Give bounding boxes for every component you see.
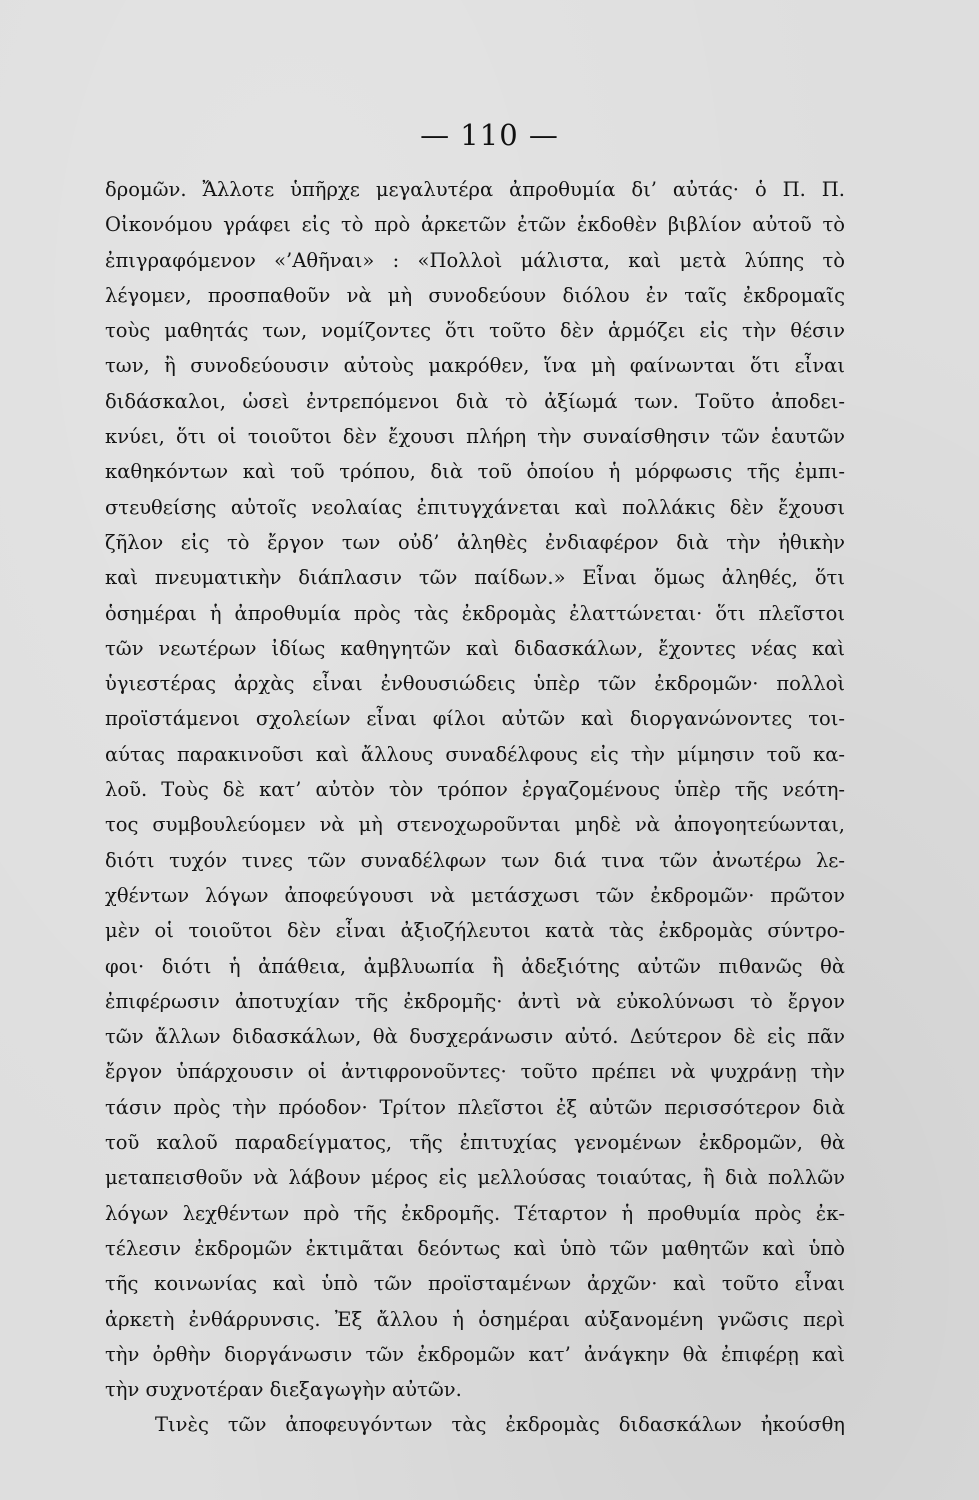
text-line: ἔργον ὑπάρχουσιν οἱ ἀντιφρονοῦντες· τοῦτο πρέπει νὰ ψυχράνῃ τὴν <box>105 1060 845 1084</box>
text-line: αύτας παρακινοῦσι καὶ ἄλλους συναδέλφους εἰς τὴν μίμησιν τοῦ κα- <box>105 742 845 766</box>
text-line: τέλεσιν ἐκδρομῶν ἐκτιμᾶται δεόντως καὶ ὑπὸ τῶν μαθητῶν καὶ ὑπὸ <box>105 1236 845 1260</box>
text-line: ἐπιγραφόμενον «’Αθῆναι» : «Πολλοὶ μάλιστα, καὶ μετὰ λύπης τὸ <box>105 248 845 272</box>
text-line: μὲν οἱ τοιοῦτοι δὲν εἶναι ἀξιοζήλευτοι κατὰ τὰς ἐκδρομὰς σύντρο- <box>105 919 845 943</box>
text-line: διότι τυχόν τινες τῶν συναδέλφων των διά τινα τῶν ἀνωτέρω λε- <box>105 848 845 872</box>
paragraph <box>105 172 845 1407</box>
text-line: δρομῶν. Ἄλλοτε ὑπῆρχε μεγαλυτέρα ἀπροθυμία δι’ αὐτάς· ὁ Π. Π. <box>105 178 845 201</box>
text-line: διδάσκαλοι, ὡσεὶ ἐντρεπόμενοι διὰ τὸ ἀξίωμά των. Τοῦτο ἀποδει- <box>105 389 845 413</box>
text-line: καὶ πνευματικὴν διάπλασιν τῶν παίδων.» Εἶναι ὅμως ἀληθές, ὅτι <box>105 566 845 590</box>
text-line: τῶν νεωτέρων ἰδίως καθηγητῶν καὶ διδασκάλων, ἔχοντες νέας καὶ <box>105 636 845 660</box>
text-line: ἐπιφέρωσιν ἀποτυχίαν τῆς ἐκδρομῆς· ἀντὶ νὰ εὐκολύνωσι τὸ ἔργον <box>105 989 845 1013</box>
text-line: λόγων λεχθέντων πρὸ τῆς ἐκδρομῆς. Τέταρτον ἡ προθυμία πρὸς ἐκ- <box>105 1201 845 1225</box>
text-line: κνύει, ὅτι οἱ τοιοῦτοι δὲν ἔχουσι πλήρη τὴν συναίσθησιν τῶν ἑαυτῶν <box>105 425 845 449</box>
page-number: — 110 — <box>420 118 559 152</box>
text-line: ζῆλον εἰς τὸ ἔργον των οὐδ’ ἀληθὲς ἐνδιαφέρον διὰ τὴν ἠθικὴν <box>105 530 845 554</box>
text-line: τοῦ καλοῦ παραδείγματος, τῆς ἐπιτυχίας γενομένων ἐκδρομῶν, θὰ <box>105 1131 845 1155</box>
text-line: στευθείσης αὐτοῖς νεολαίας ἐπιτυγχάνεται καὶ πολλάκις δὲν ἔχουσι <box>105 495 845 519</box>
text-line: καθηκόντων καὶ τοῦ τρόπου, διὰ τοῦ ὁποίου ἡ μόρφωσις τῆς ἐμπι- <box>105 460 845 484</box>
text-line: χθέντων λόγων ἀποφεύγουσι νὰ μετάσχωσι τῶν ἐκδρομῶν· πρῶτον <box>105 883 845 907</box>
text-line: τῶν ἄλλων διδασκάλων, θὰ δυσχεράνωσιν αὐτό. Δεύτερον δὲ εἰς πᾶν <box>105 1025 845 1049</box>
text-line: μεταπεισθοῦν νὰ λάβουν μέρος εἰς μελλούσας τοιαύτας, ἢ διὰ πολλῶν <box>105 1166 845 1190</box>
text-line: τος συμβουλεύομεν νὰ μὴ στενοχωροῦνται μηδὲ νὰ ἀπογοητεύωνται, <box>105 813 845 837</box>
text-line: ὁσημέραι ἡ ἀπροθυμία πρὸς τὰς ἐκδρομὰς ἐλαττώνεται· ὅτι πλεῖστοι <box>105 601 845 625</box>
text-line: τὴν ὀρθὴν διοργάνωσιν τῶν ἐκδρομῶν κατ’ ἀνάγκην θὰ ἐπιφέρῃ καὶ <box>105 1342 845 1366</box>
paragraph <box>105 1407 845 1442</box>
text-line: προϊστάμενοι σχολείων εἶναι φίλοι αὐτῶν καὶ διοργανώνοντες τοι- <box>105 707 845 731</box>
text-line: τοὺς μαθητάς των, νομίζοντες ὅτι τοῦτο δὲν ἁρμόζει εἰς τὴν θέσιν <box>105 319 845 343</box>
text-line: ἀρκετὴ ἐνθάρρυνσις. Ἐξ ἄλλου ἡ ὁσημέραι αὐξανομένη γνῶσις περὶ <box>105 1307 845 1331</box>
body-text <box>105 172 845 1443</box>
text-line: τὴν συχνοτέραν διεξαγωγὴν αὐτῶν. <box>105 1378 462 1402</box>
text-line: λέγομεν, προσπαθοῦν νὰ μὴ συνοδεύουν διόλου ἐν ταῖς ἐκδρομαῖς <box>105 283 845 307</box>
text-line: ὑγιεστέρας ἀρχὰς εἶναι ἐνθουσιώδεις ὑπὲρ τῶν ἐκδρομῶν· πολλοὶ <box>105 672 845 696</box>
text-line: τῆς κοινωνίας καὶ ὑπὸ τῶν προϊσταμένων ἀρχῶν· καὶ τοῦτο εἶναι <box>105 1272 845 1296</box>
text-line: των, ἢ συνοδεύουσιν αὐτοὺς μακρόθεν, ἵνα μὴ φαίνωνται ὅτι εἶναι <box>105 354 845 378</box>
text-line: τάσιν πρὸς τὴν πρόοδον· Τρίτον πλεῖστοι ἐξ αὐτῶν περισσότερον διὰ <box>105 1095 845 1119</box>
text-line: Οἰκονόμου γράφει εἰς τὸ πρὸ ἀρκετῶν ἐτῶν ἐκδοθὲν βιβλίον αὐτοῦ τὸ <box>105 213 845 237</box>
text-line: λοῦ. Τοὺς δὲ κατ’ αὐτὸν τὸν τρόπον ἐργαζομένους ὑπὲρ τῆς νεότη- <box>105 778 845 802</box>
text-line: φοι· διότι ἡ ἀπάθεια, ἀμβλυωπία ἢ ἀδεξιότης αὐτῶν πιθανῶς θὰ <box>105 954 845 978</box>
text-line: Τινὲς τῶν ἀποφευγόντων τὰς ἐκδρομὰς διδασκάλων ἠκούσθη <box>155 1413 845 1437</box>
